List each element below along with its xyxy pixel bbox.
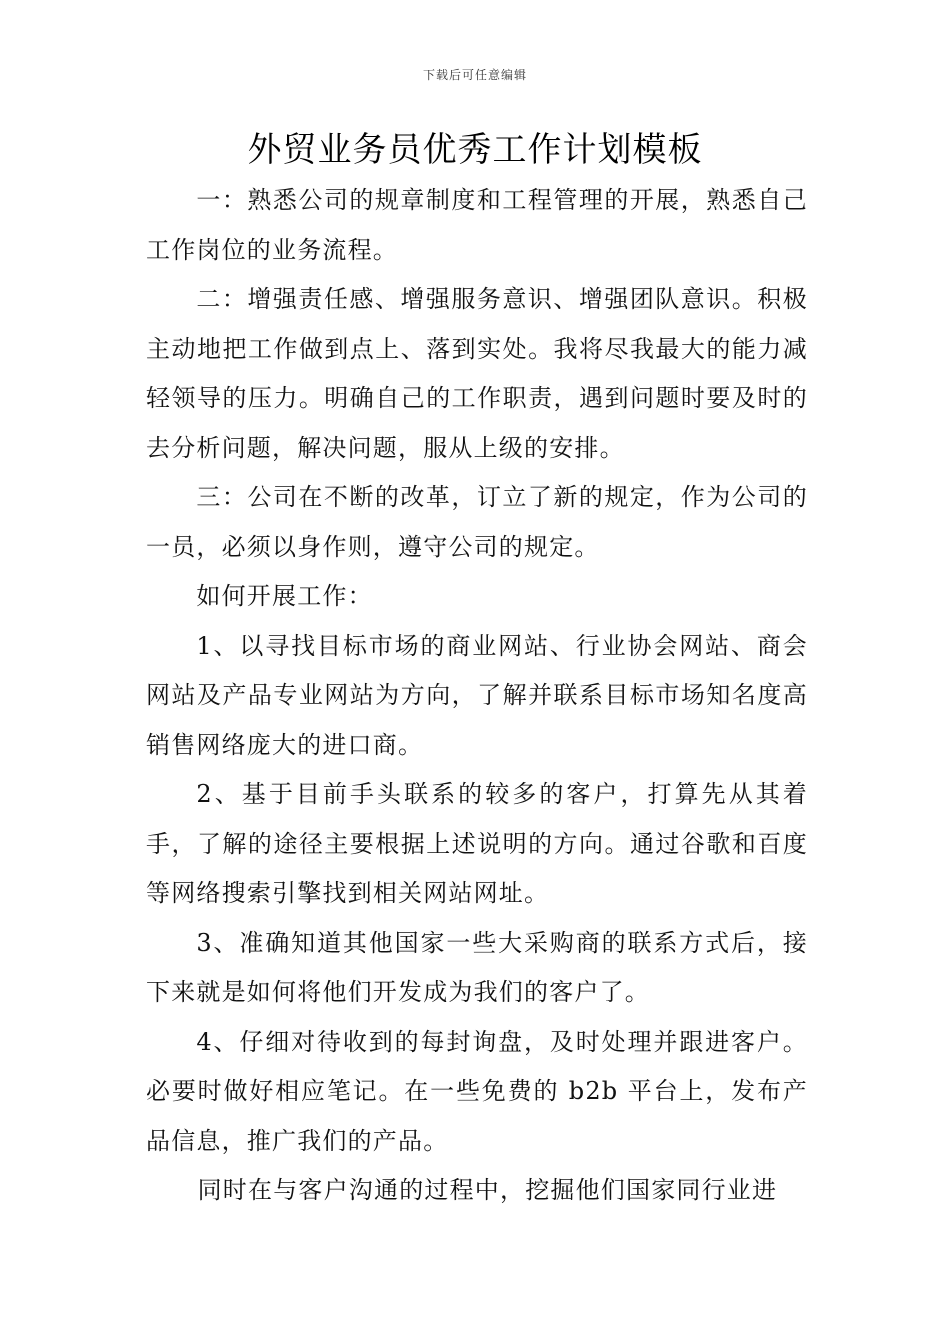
document-title: 外贸业务员优秀工作计划模板 [247, 130, 703, 170]
paragraph-8: 4、仔细对待收到的每封询盘，及时处理并跟进客户。必要时做好相应笔记。在一些免费的 b2b 平台上，发布产品信息，推广我们的产品。 [146, 1027, 808, 1155]
paragraph-1: 一：熟悉公司的规章制度和工程管理的开展，熟悉自己工作岗位的业务流程。 [146, 186, 808, 264]
paragraph-7: 3、准确知道其他国家一些大采购商的联系方式后，接下来就是如何将他们开发成为我们的客户了。 [146, 928, 808, 1006]
paragraph-2: 二：增强责任感、增强服务意识、增强团队意识。积极主动地把工作做到点上、落到实处。我将尽我最大的能力减轻领导的压力。明确自己的工作职责，遇到问题时要及时的去分析问题，解决问题，服从上级的安排。 [146, 285, 808, 462]
header-note: 下载后可任意编辑 [422, 68, 527, 82]
document-body [146, 176, 808, 1216]
paragraph-6: 2、基于目前手头联系的较多的客户，打算先从其着手，了解的途径主要根据上述说明的方向。通过谷歌和百度等网络搜索引擎找到相关网站网址。 [146, 780, 808, 907]
paragraph-9: 同时在与客户沟通的过程中，挖掘他们国家同行业进 [197, 1176, 778, 1204]
paragraph-3: 三：公司在不断的改革，订立了新的规定，作为公司的一员，必须以身作则，遵守公司的规定。 [146, 483, 808, 561]
paragraph-4: 如何开展工作： [196, 582, 373, 610]
paragraph-5: 1、以寻找目标市场的商业网站、行业协会网站、商会网站及产品专业网站为方向，了解并联系目标市场知名度高销售网络庞大的进口商。 [146, 631, 808, 759]
